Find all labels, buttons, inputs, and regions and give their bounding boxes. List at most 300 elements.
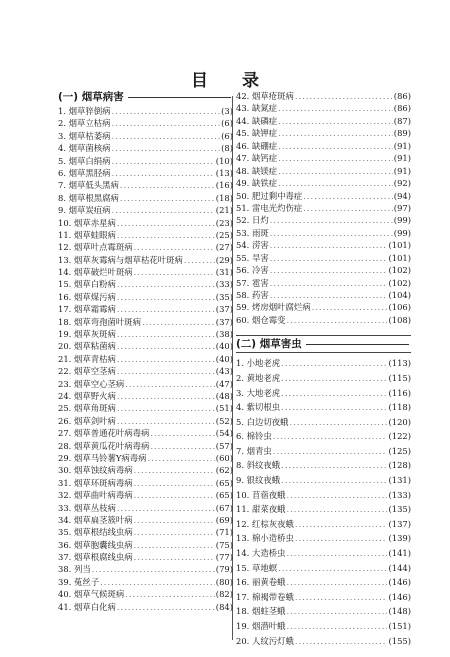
toc-entry xyxy=(58,241,233,253)
toc-entry-title: 6. 棉铃虫 xyxy=(236,431,272,442)
toc-entry xyxy=(236,590,411,605)
dot-leader xyxy=(281,400,387,415)
toc-entry-title: 24. 烟草野火病 xyxy=(58,390,116,401)
toc-entry-title: 49. 缺铁症 xyxy=(236,178,278,189)
toc-entry-title: 55. 旱害 xyxy=(236,252,269,263)
dot-leader xyxy=(286,619,387,634)
toc-entry-title: 58. 药害 xyxy=(236,290,269,300)
toc-entry xyxy=(236,429,411,444)
toc-entry xyxy=(58,402,233,414)
toc-entry xyxy=(236,444,411,459)
toc-entry-page: (60) xyxy=(215,452,233,463)
toc-entry-title: 2. 黄地老虎 xyxy=(236,372,281,383)
toc-entry xyxy=(236,561,411,576)
toc-entry-page: (86) xyxy=(393,91,411,101)
toc-entry xyxy=(58,427,233,439)
toc-entry-page: (139) xyxy=(388,533,411,544)
toc-entry-title: 9. 烟草炭疽病 xyxy=(58,205,111,216)
toc-entry-title: 5. 烟草白绢病 xyxy=(58,155,111,166)
toc-list-diseases xyxy=(58,105,233,613)
toc-entry-page: (80) xyxy=(215,576,233,587)
toc-entry xyxy=(58,328,233,340)
toc-entry-title: 4. 烟草菌核病 xyxy=(58,143,111,154)
dot-leader xyxy=(100,576,215,588)
toc-entry xyxy=(58,452,233,464)
toc-entry xyxy=(58,155,233,167)
toc-entry-page: (8) xyxy=(221,143,233,154)
toc-entry-page: (146) xyxy=(388,591,411,602)
dot-leader xyxy=(134,464,215,476)
dot-leader xyxy=(117,278,215,290)
dot-leader xyxy=(295,634,388,649)
toc-entry-page: (25) xyxy=(215,229,233,240)
dot-leader xyxy=(290,415,388,430)
dot-leader xyxy=(270,214,393,226)
toc-entry xyxy=(58,502,233,514)
toc-entry-title: 60. 烟仓霉变 xyxy=(236,314,286,325)
toc-entry-title: 53. 雨斑 xyxy=(236,227,269,238)
toc-entry-page: (37) xyxy=(215,304,233,315)
toc-entry xyxy=(58,278,233,290)
toc-entry-title: 28. 烟草黄瓜花叶病毒病 xyxy=(58,440,150,451)
toc-entry-title: 6. 烟草黑胫病 xyxy=(58,167,111,178)
toc-entry-page: (43) xyxy=(215,366,233,377)
toc-entry-title: 17. 棉褐带卷蛾 xyxy=(236,591,294,602)
toc-entry xyxy=(236,214,411,226)
toc-entry xyxy=(236,102,411,114)
dot-leader xyxy=(117,328,215,340)
toc-entry xyxy=(236,264,411,276)
dot-leader xyxy=(142,316,215,328)
toc-entry xyxy=(236,458,411,473)
toc-entry xyxy=(58,440,233,452)
dot-leader xyxy=(270,264,388,276)
toc-entry-page: (99) xyxy=(393,215,411,226)
toc-entry-title: 3. 大地老虎 xyxy=(236,387,281,398)
toc-entry-page: (21) xyxy=(215,205,233,216)
toc-entry-page: (67) xyxy=(215,502,233,513)
toc-entry-page: (104) xyxy=(388,290,411,300)
dot-leader xyxy=(150,440,214,452)
dot-leader xyxy=(286,314,387,326)
toc-entry xyxy=(236,202,411,214)
toc-entry-page: (57) xyxy=(215,440,233,451)
toc-entry xyxy=(236,239,411,251)
toc-entry xyxy=(236,177,411,189)
toc-entry xyxy=(236,190,411,202)
toc-entry-page: (146) xyxy=(388,577,411,588)
dot-leader xyxy=(286,546,387,561)
dot-leader xyxy=(134,489,215,501)
toc-entry-title: 48. 缺镁症 xyxy=(236,165,278,176)
toc-entry-title: 54. 涝害 xyxy=(236,240,269,251)
toc-entry-page: (137) xyxy=(388,518,411,529)
dot-leader xyxy=(120,192,215,204)
dot-leader xyxy=(312,301,388,313)
toc-entry xyxy=(236,277,411,289)
toc-entry-title: 23. 烟草空心茎病 xyxy=(58,378,125,389)
toc-entry-page: (6) xyxy=(221,130,233,141)
toc-entry-page: (118) xyxy=(388,402,411,413)
toc-entry xyxy=(58,167,233,179)
dot-leader xyxy=(295,517,388,532)
toc-entry-page: (69) xyxy=(215,514,233,525)
dot-leader xyxy=(286,604,387,619)
toc-entry-title: 51. 雷电光灼伤症 xyxy=(236,202,303,213)
toc-entry-page: (116) xyxy=(388,387,411,398)
toc-entry-title: 41. 烟草白化病 xyxy=(58,601,116,612)
dot-leader xyxy=(270,227,393,239)
dot-leader xyxy=(278,561,387,576)
toc-entry-page: (115) xyxy=(388,372,411,383)
dot-leader xyxy=(125,588,215,600)
heading-rule xyxy=(306,344,409,345)
toc-entry-page: (91) xyxy=(393,165,411,176)
toc-entry xyxy=(58,365,233,377)
dot-leader xyxy=(117,365,215,377)
toc-entry-title: 37. 烟草根腐线虫病 xyxy=(58,552,133,563)
toc-entry-title: 19. 烟草灰斑病 xyxy=(58,329,116,340)
toc-entry-title: 11. 甜菜夜蛾 xyxy=(236,504,286,515)
toc-entry-page: (87) xyxy=(393,115,411,126)
toc-entry-page: (102) xyxy=(388,265,411,276)
dot-leader xyxy=(286,488,387,503)
toc-entry-page: (52) xyxy=(215,415,233,426)
toc-entry-title: 32. 烟草曲叶病毒病 xyxy=(58,490,133,501)
toc-entry-title: 42. 烟草疮斑病 xyxy=(236,91,294,101)
toc-entry-title: 29. 烟草马铃薯Y病毒病 xyxy=(58,452,147,463)
toc-entry-title: 22. 烟草空茎病 xyxy=(58,366,116,377)
section-heading-label: (二) 烟草害虫 xyxy=(236,337,302,350)
toc-entry xyxy=(236,371,411,386)
toc-entry-title: 1. 烟草猝倒病 xyxy=(58,106,111,116)
dot-leader xyxy=(134,266,215,278)
toc-entry-title: 16. 丽黄卷蛾 xyxy=(236,577,286,588)
dot-leader xyxy=(281,458,387,473)
toc-entry-page: (62) xyxy=(215,465,233,476)
dot-leader xyxy=(273,429,388,444)
toc-entry xyxy=(58,105,233,117)
toc-entry-title: 1. 小地老虎 xyxy=(236,358,281,369)
toc-entry xyxy=(236,517,411,532)
toc-list-pests xyxy=(236,356,411,648)
toc-entry-title: 20. 烟草粘菌病 xyxy=(58,341,116,352)
toc-entry xyxy=(58,316,233,328)
dot-leader xyxy=(112,130,221,142)
dot-leader xyxy=(117,217,215,229)
toc-entry-page: (120) xyxy=(388,416,411,427)
dot-leader xyxy=(150,427,214,439)
toc-entry-page: (65) xyxy=(215,490,233,501)
toc-entry-title: 56. 冷害 xyxy=(236,265,269,276)
dot-leader xyxy=(112,142,221,154)
toc-entry-title: 57. 雹害 xyxy=(236,277,269,288)
toc-entry-page: (23) xyxy=(215,217,233,228)
dot-leader xyxy=(117,229,215,241)
toc-entry xyxy=(236,502,411,517)
toc-entry-title: 38. 列当 xyxy=(58,564,91,575)
toc-entry-title: 11. 烟草蛙眼病 xyxy=(58,229,116,240)
toc-entry xyxy=(58,340,233,352)
toc-entry-title: 3. 烟草枯萎病 xyxy=(58,130,111,141)
dot-leader xyxy=(270,239,388,251)
toc-entry-title: 50. 肥过剩中毒症 xyxy=(236,190,303,201)
dot-leader xyxy=(117,340,215,352)
toc-entry xyxy=(58,229,233,241)
toc-entry-page: (27) xyxy=(215,242,233,253)
dot-leader xyxy=(134,539,215,551)
toc-entry-title: 9. 银纹夜蛾 xyxy=(236,475,281,486)
toc-entry-page: (37) xyxy=(215,316,233,327)
toc-entry xyxy=(236,575,411,590)
toc-entry-title: 17. 烟草霜霉病 xyxy=(58,304,116,315)
heading-rule xyxy=(128,97,231,98)
toc-entry xyxy=(236,127,411,139)
toc-entry-title: 10. 烟草赤星病 xyxy=(58,217,116,228)
toc-entry-title: 18. 烟草弯孢菌叶斑病 xyxy=(58,316,141,327)
right-column xyxy=(236,90,411,648)
toc-entry xyxy=(58,303,233,315)
dot-leader xyxy=(117,502,215,514)
toc-entry-title: 13. 烟草灰霉病与烟草枯花叶斑病 xyxy=(58,254,183,265)
dot-leader xyxy=(184,254,215,266)
toc-entry xyxy=(58,601,233,613)
toc-entry-title: 27. 烟草普通花叶病毒病 xyxy=(58,428,150,439)
dot-leader xyxy=(286,502,387,517)
dot-leader xyxy=(278,152,393,164)
dot-leader xyxy=(117,415,215,427)
toc-entry-title: 46. 缺硼症 xyxy=(236,140,278,151)
dot-leader xyxy=(270,289,388,301)
toc-entry-title: 7. 烟青虫 xyxy=(236,445,272,456)
toc-entry-page: (84) xyxy=(215,601,233,612)
dot-leader xyxy=(134,477,215,489)
toc-entry xyxy=(236,386,411,401)
dot-leader xyxy=(117,390,215,402)
toc-entry-page: (86) xyxy=(393,103,411,114)
toc-entry-page: (13) xyxy=(215,167,233,178)
toc-entry xyxy=(58,563,233,575)
toc-entry-title: 59. 烤房烟叶腐烂病 xyxy=(236,302,311,313)
toc-entry xyxy=(236,90,411,102)
dot-leader xyxy=(281,473,387,488)
toc-entry-page: (40) xyxy=(215,353,233,364)
toc-entry xyxy=(58,204,233,216)
toc-entry-title: 20. 人纹污灯蛾 xyxy=(236,635,294,646)
toc-entry-page: (6) xyxy=(221,118,233,129)
toc-entry-title: 52. 日灼 xyxy=(236,215,269,226)
toc-entry-page: (141) xyxy=(388,548,411,559)
section-heading-pests xyxy=(236,335,411,353)
dot-leader xyxy=(134,514,215,526)
dot-leader xyxy=(117,303,215,315)
toc-entry-title: 45. 缺钾症 xyxy=(236,128,278,139)
toc-entry xyxy=(58,378,233,390)
dot-leader xyxy=(117,291,215,303)
dot-leader xyxy=(281,356,387,371)
toc-entry xyxy=(58,117,233,129)
toc-entry xyxy=(58,551,233,563)
toc-entry xyxy=(236,473,411,488)
toc-entry-title: 21. 烟草青枯病 xyxy=(58,353,116,364)
toc-entry-title: 25. 烟草角斑病 xyxy=(58,403,116,414)
dot-leader xyxy=(270,277,388,289)
toc-list-diseases-continued xyxy=(236,90,411,326)
toc-entry xyxy=(236,227,411,239)
toc-entry-title: 43. 缺氮症 xyxy=(236,103,278,114)
toc-entry xyxy=(58,142,233,154)
toc-entry xyxy=(58,526,233,538)
toc-entry xyxy=(236,115,411,127)
dot-leader xyxy=(112,167,215,179)
dot-leader xyxy=(112,105,221,117)
toc-entry xyxy=(58,266,233,278)
toc-entry xyxy=(236,356,411,371)
toc-entry xyxy=(58,254,233,266)
toc-entry-title: 15. 草地螟 xyxy=(236,562,278,573)
toc-entry-title: 30. 烟草蚀纹病毒病 xyxy=(58,465,133,476)
toc-entry xyxy=(58,477,233,489)
dot-leader xyxy=(303,202,393,214)
toc-entry-title: 40. 烟草气候斑病 xyxy=(58,589,125,600)
toc-entry-title: 34. 烟草扁茎簇叶病 xyxy=(58,514,133,525)
toc-entry-page: (125) xyxy=(388,445,411,456)
dot-leader xyxy=(112,117,221,129)
toc-entry-page: (101) xyxy=(388,240,411,251)
toc-entry-page: (101) xyxy=(388,252,411,263)
toc-entry-title: 2. 烟草立枯病 xyxy=(58,118,111,129)
toc-entry-page: (113) xyxy=(388,358,411,369)
toc-entry-page: (128) xyxy=(388,460,411,471)
toc-entry xyxy=(58,130,233,142)
toc-entry-page: (82) xyxy=(215,589,233,600)
toc-entry-page: (3) xyxy=(221,106,233,116)
section-heading-label: (一) 烟草病害 xyxy=(58,91,124,103)
toc-entry xyxy=(58,415,233,427)
toc-entry-page: (75) xyxy=(215,539,233,550)
dot-leader xyxy=(117,601,215,613)
dot-leader xyxy=(278,115,393,127)
toc-entry xyxy=(236,152,411,164)
toc-entry-page: (151) xyxy=(388,621,411,631)
toc-entry-title: 8. 烟草根黑腐病 xyxy=(58,192,119,203)
dot-leader xyxy=(117,402,215,414)
toc-entry-title: 16. 烟草煤污病 xyxy=(58,291,116,302)
toc-entry-title: 47. 缺钙症 xyxy=(236,153,278,164)
toc-entry-title: 7. 烟草低头黑病 xyxy=(58,180,119,191)
toc-entry xyxy=(58,464,233,476)
toc-entry-title: 44. 缺磷症 xyxy=(236,115,278,126)
toc-entry-page: (155) xyxy=(388,635,411,646)
dot-leader xyxy=(270,252,388,264)
toc-entry-title: 15. 烟草白粉病 xyxy=(58,279,116,290)
toc-entry-page: (131) xyxy=(388,475,411,486)
toc-entry-page: (65) xyxy=(215,477,233,488)
toc-entry-page: (29) xyxy=(215,254,233,265)
toc-entry-page: (135) xyxy=(388,504,411,515)
toc-entry-title: 26. 烟草剑叶病 xyxy=(58,415,116,426)
toc-entry xyxy=(236,604,411,619)
toc-entry xyxy=(58,576,233,588)
toc-entry-page: (54) xyxy=(215,428,233,439)
dot-leader xyxy=(278,102,393,114)
toc-entry xyxy=(236,301,411,313)
toc-entry-title: 19. 烟潜叶蛾 xyxy=(236,621,286,631)
toc-entry-page: (133) xyxy=(388,489,411,500)
toc-entry xyxy=(236,488,411,503)
toc-entry-page: (97) xyxy=(393,202,411,213)
toc-entry-page: (51) xyxy=(215,403,233,414)
toc-entry-page: (71) xyxy=(215,527,233,538)
dot-leader xyxy=(134,551,215,563)
dot-leader xyxy=(303,190,393,202)
toc-entry xyxy=(236,165,411,177)
dot-leader xyxy=(286,575,387,590)
toc-entry xyxy=(58,217,233,229)
toc-entry-title: 4. 紫切根虫 xyxy=(236,402,281,413)
toc-entry-page: (92) xyxy=(393,178,411,189)
left-column xyxy=(58,90,233,613)
dot-leader xyxy=(278,140,393,152)
toc-entry-title: 35. 烟草根结线虫病 xyxy=(58,527,133,538)
toc-entry-page: (38) xyxy=(215,329,233,340)
toc-entry-page: (91) xyxy=(393,153,411,164)
toc-entry-title: 14. 大造桥虫 xyxy=(236,548,286,559)
toc-entry xyxy=(58,353,233,365)
toc-entry xyxy=(236,400,411,415)
dot-leader xyxy=(295,90,393,102)
toc-entry xyxy=(236,619,411,634)
toc-entry xyxy=(58,179,233,191)
toc-entry-title: 5. 白边切夜蛾 xyxy=(236,416,289,427)
toc-entry-page: (79) xyxy=(215,564,233,575)
toc-entry-title: 18. 烟蛀茎蛾 xyxy=(236,606,286,617)
dot-leader xyxy=(295,531,388,546)
toc-entry-page: (40) xyxy=(215,341,233,352)
dot-leader xyxy=(125,378,215,390)
toc-entry-page: (35) xyxy=(215,291,233,302)
toc-entry-page: (148) xyxy=(388,606,411,617)
toc-entry-page: (99) xyxy=(393,227,411,238)
toc-entry xyxy=(236,314,411,326)
toc-entry-page: (108) xyxy=(388,314,411,325)
dot-leader xyxy=(120,179,215,191)
toc-entry-page: (31) xyxy=(215,267,233,278)
toc-entry xyxy=(58,390,233,402)
toc-entry xyxy=(58,291,233,303)
toc-entry xyxy=(236,252,411,264)
toc-entry-page: (10) xyxy=(215,155,233,166)
dot-leader xyxy=(281,386,387,401)
toc-entry-page: (77) xyxy=(215,552,233,563)
toc-entry xyxy=(58,514,233,526)
dot-leader xyxy=(134,241,215,253)
toc-entry-title: 13. 棉小造桥虫 xyxy=(236,533,294,544)
dot-leader xyxy=(148,452,215,464)
toc-entry-title: 36. 烟草胞囊线虫病 xyxy=(58,539,133,550)
toc-entry-title: 8. 斜纹夜蛾 xyxy=(236,460,281,471)
dot-leader xyxy=(117,353,215,365)
toc-entry-page: (102) xyxy=(388,277,411,288)
toc-entry-page: (144) xyxy=(388,562,411,573)
dot-leader xyxy=(281,371,387,386)
toc-entry-page: (94) xyxy=(393,190,411,201)
toc-entry xyxy=(58,588,233,600)
dot-leader xyxy=(92,563,215,575)
toc-entry-title: 10. 苜蓿夜蛾 xyxy=(236,489,286,500)
toc-entry-page: (91) xyxy=(393,140,411,151)
toc-entry-page: (33) xyxy=(215,279,233,290)
